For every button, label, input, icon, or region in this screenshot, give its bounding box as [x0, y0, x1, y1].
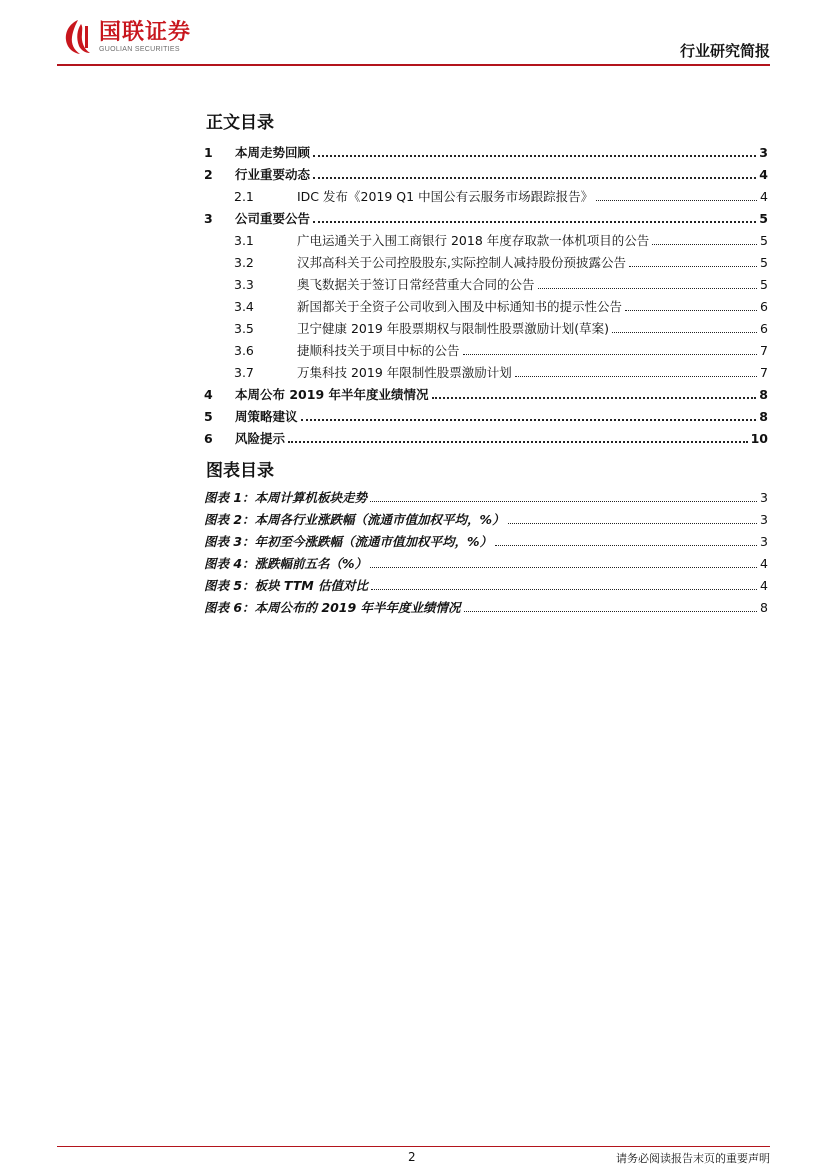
figure-entry-label[interactable]: 图表 5：板块 TTM 估值对比	[204, 578, 369, 593]
toc-entry[interactable]	[204, 381, 768, 403]
toc-entry-page[interactable]: 6	[760, 299, 768, 314]
toc-entry-label[interactable]: 风险提示	[235, 431, 286, 446]
toc-entry-label[interactable]: 本周走势回顾	[235, 145, 311, 160]
figure-entry[interactable]	[204, 528, 768, 550]
figure-entry-label[interactable]: 图表 6：本周公布的 2019 年半年度业绩情况	[204, 600, 461, 615]
toc-entry-number[interactable]: 2	[204, 167, 213, 182]
page-number: 2	[408, 1150, 416, 1164]
figure-leader-dots	[495, 545, 757, 546]
toc-entry-number[interactable]: 3.7	[234, 365, 254, 380]
toc-entry-label[interactable]: 奥飞数据关于签订日常经营重大合同的公告	[297, 277, 535, 292]
toc-entry[interactable]	[204, 271, 768, 293]
toc-entry-label[interactable]: 新国都关于全资子公司收到入围及中标通知书的提示性公告	[297, 299, 623, 314]
guolian-logo-icon	[63, 18, 93, 56]
figure-entry-page[interactable]: 3	[760, 534, 768, 549]
toc-leader-dots	[301, 419, 757, 421]
toc-entry-page[interactable]: 5	[760, 277, 768, 292]
figure-entry-page[interactable]: 4	[760, 578, 768, 593]
figure-entry-label[interactable]: 图表 1：本周计算机板块走势	[204, 490, 368, 505]
figure-entry-label[interactable]: 图表 4：涨跌幅前五名（%）	[204, 556, 368, 571]
toc-entry-label[interactable]: 周策略建议	[235, 409, 298, 424]
toc-entry-number[interactable]: 3.5	[234, 321, 254, 336]
toc-entry-page[interactable]: 4	[759, 167, 768, 182]
toc-leader-dots	[538, 288, 758, 289]
toc-entry-page[interactable]: 10	[750, 431, 768, 446]
figure-entry[interactable]	[204, 572, 768, 594]
toc-entry-label[interactable]: 卫宁健康 2019 年股票期权与限制性股票激励计划(草案)	[297, 321, 610, 336]
toc-entry-page[interactable]: 8	[759, 387, 768, 402]
footer-divider	[57, 1146, 770, 1147]
figure-leader-dots	[370, 501, 757, 502]
toc-entry-page[interactable]: 4	[760, 189, 768, 204]
toc-entry-label[interactable]: 捷顺科技关于项目中标的公告	[297, 343, 460, 358]
toc-leader-dots	[313, 177, 756, 179]
header-divider	[57, 64, 770, 66]
toc-entry-number[interactable]: 1	[204, 145, 213, 160]
logo-chinese-name: 国联证券	[99, 19, 192, 45]
page-header	[57, 14, 770, 66]
company-logo	[63, 18, 191, 56]
figure-entry-page[interactable]: 4	[760, 556, 768, 571]
figure-entry-page[interactable]: 3	[760, 512, 768, 527]
toc-leader-dots	[313, 221, 756, 223]
figure-leader-dots	[370, 567, 757, 568]
toc-entry-number[interactable]: 3.6	[234, 343, 254, 358]
figure-entry[interactable]	[204, 506, 768, 528]
toc-entry-label[interactable]: IDC 发布《2019 Q1 中国公有云服务市场跟踪报告》	[297, 189, 594, 204]
toc-entry-page[interactable]: 6	[760, 321, 768, 336]
toc-leader-dots	[596, 200, 757, 201]
figure-entry[interactable]	[204, 484, 768, 506]
toc-entry[interactable]	[204, 161, 768, 183]
figure-entry-label[interactable]: 图表 3：年初至今涨跌幅（流通市值加权平均，%）	[204, 534, 493, 549]
toc-entry[interactable]	[204, 205, 768, 227]
figure-entry[interactable]	[204, 594, 768, 616]
toc-entry-number[interactable]: 3	[204, 211, 213, 226]
toc-entry-number[interactable]: 2.1	[234, 189, 254, 204]
toc-entry-page[interactable]: 5	[759, 211, 768, 226]
toc-entry-number[interactable]: 4	[204, 387, 213, 402]
figure-entry[interactable]	[204, 550, 768, 572]
toc-entry-label[interactable]: 广电运通关于入围工商银行 2018 年度存取款一体机项目的公告	[297, 233, 650, 248]
toc-entry-page[interactable]: 3	[759, 145, 768, 160]
toc-leader-dots	[515, 376, 757, 377]
toc-leader-dots	[463, 354, 758, 355]
toc-entry-number[interactable]: 5	[204, 409, 213, 424]
toc-leader-dots	[652, 244, 757, 245]
figures-title: 图表目录	[206, 461, 274, 481]
toc-entry[interactable]	[204, 337, 768, 359]
toc-entry-label[interactable]: 本周公布 2019 年半年度业绩情况	[235, 387, 429, 402]
toc-entry[interactable]	[204, 249, 768, 271]
toc-entry-page[interactable]: 5	[760, 233, 768, 248]
toc-leader-dots	[313, 155, 756, 157]
toc-entry-number[interactable]: 6	[204, 431, 213, 446]
toc-entry[interactable]	[204, 293, 768, 315]
toc-entry[interactable]	[204, 425, 768, 447]
toc-entry-page[interactable]: 8	[759, 409, 768, 424]
figure-entry-page[interactable]: 3	[760, 490, 768, 505]
toc-leader-dots	[432, 397, 757, 399]
toc-leader-dots	[625, 310, 757, 311]
toc-entry-number[interactable]: 3.3	[234, 277, 254, 292]
toc-entry[interactable]	[204, 403, 768, 425]
toc-leader-dots	[629, 266, 757, 267]
toc-entry-page[interactable]: 7	[760, 365, 768, 380]
figure-leader-dots	[464, 611, 758, 612]
figure-leader-dots	[371, 589, 757, 590]
toc-entry-number[interactable]: 3.1	[234, 233, 254, 248]
toc-leader-dots	[288, 441, 748, 443]
figure-entry-page[interactable]: 8	[760, 600, 768, 615]
toc-entry-number[interactable]: 3.4	[234, 299, 254, 314]
toc-entry[interactable]	[204, 315, 768, 337]
toc-entry-number[interactable]: 3.2	[234, 255, 254, 270]
toc-entry[interactable]	[204, 183, 768, 205]
toc-entry-label[interactable]: 万集科技 2019 年限制性股票激励计划	[297, 365, 512, 380]
toc-entry[interactable]	[204, 359, 768, 381]
report-type: 行业研究简报	[679, 42, 770, 60]
toc-entry-page[interactable]: 5	[760, 255, 768, 270]
logo-english-name: GUOLIAN SECURITIES	[99, 45, 180, 53]
toc-entry[interactable]	[204, 139, 768, 161]
footer-disclaimer: 请务必阅读报告末页的重要声明	[616, 1152, 770, 1165]
toc-entry-label[interactable]: 行业重要动态	[235, 167, 311, 182]
toc-entry[interactable]	[204, 227, 768, 249]
toc-leader-dots	[612, 332, 757, 333]
figure-leader-dots	[508, 523, 757, 524]
toc-entry-label[interactable]: 汉邦高科关于公司控股股东,实际控制人减持股份预披露公告	[297, 255, 626, 270]
toc-entry-page[interactable]: 7	[760, 343, 768, 358]
figure-entry-label[interactable]: 图表 2：本周各行业涨跌幅（流通市值加权平均，%）	[204, 512, 505, 527]
toc-title: 正文目录	[206, 113, 274, 133]
toc-entry-label[interactable]: 公司重要公告	[235, 211, 311, 226]
